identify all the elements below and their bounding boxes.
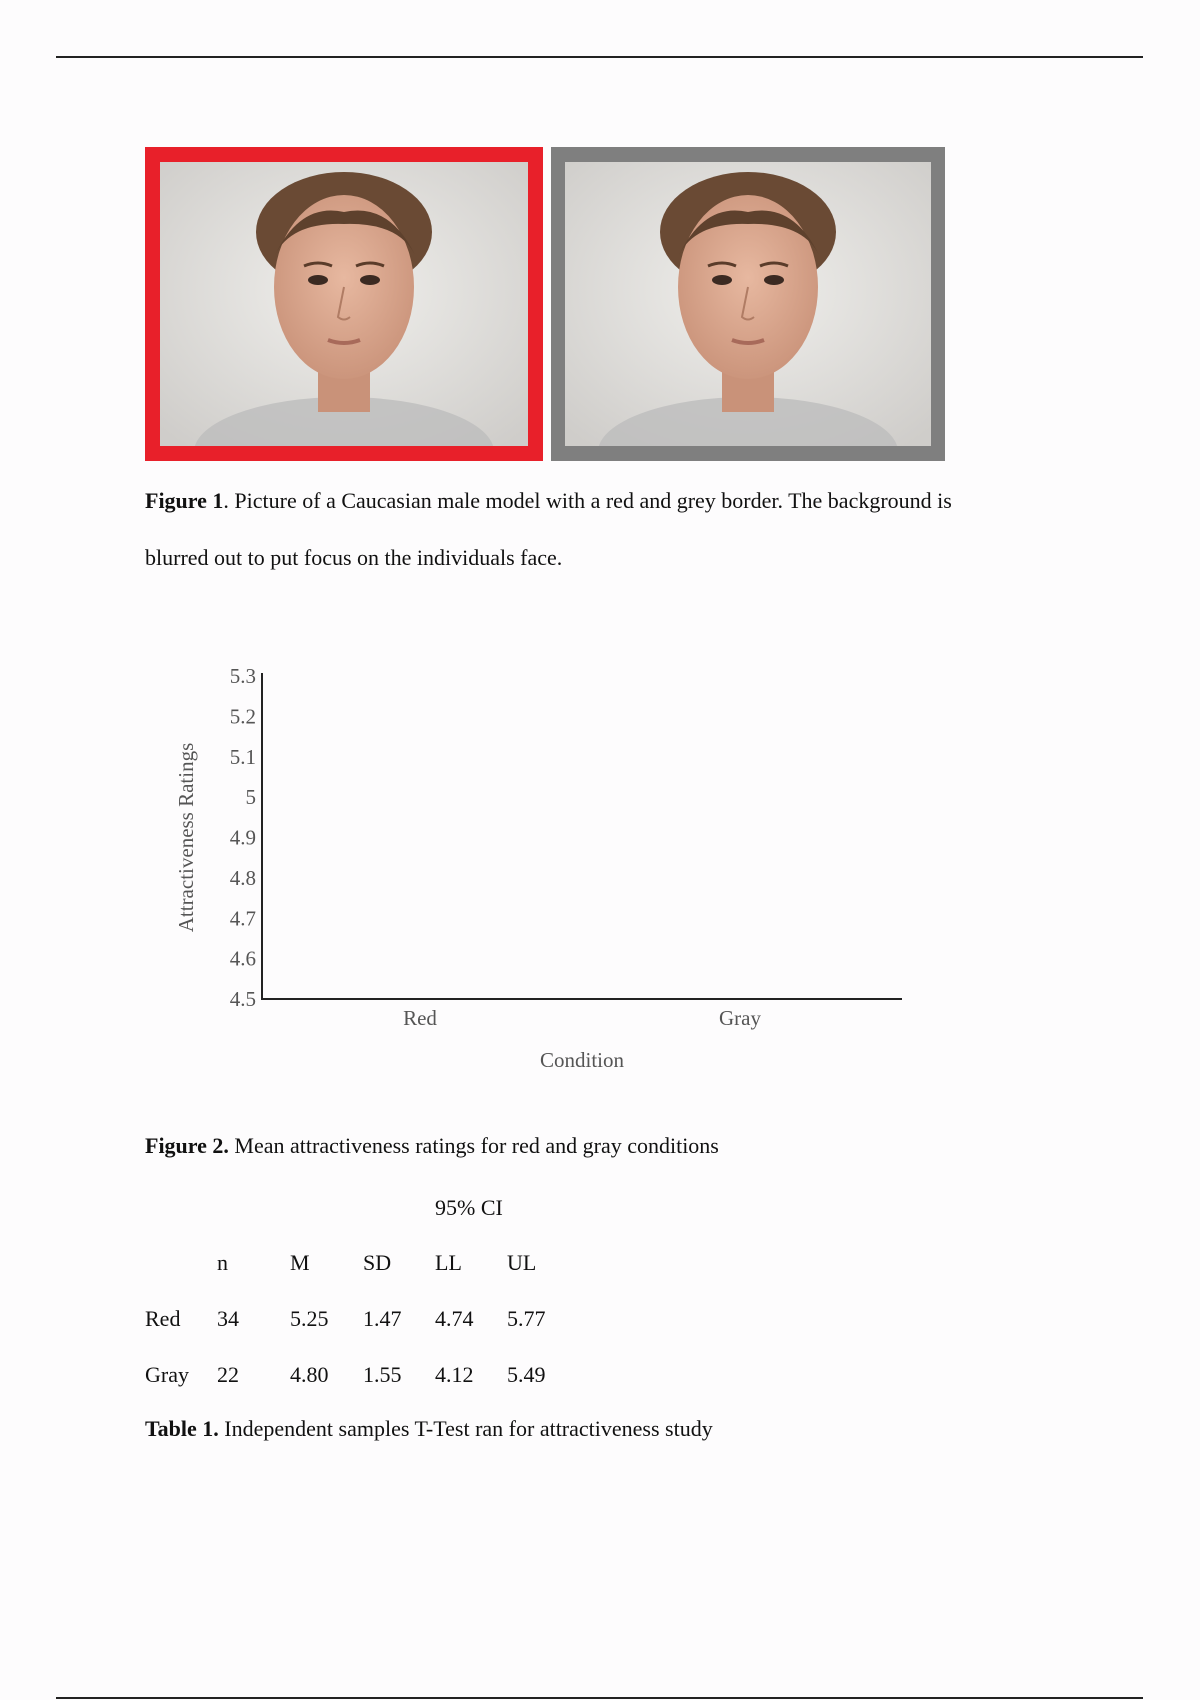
y-tick-label: 5 [245,785,256,810]
gray-m: 4.80 [290,1362,329,1387]
col-header-sd: SD [363,1250,392,1275]
gray-n: 22 [217,1362,239,1387]
footer-rule [56,1697,1143,1699]
y-axis-label: Attractiveness Ratings [174,742,198,933]
y-tick-label: 4.5 [229,987,256,1011]
row-label-gray: Gray [145,1362,189,1387]
y-tick-label: 5.3 [229,664,256,688]
table1-caption [145,1416,713,1442]
col-header-ll: LL [435,1250,462,1275]
y-tick-label: 4.7 [229,906,256,931]
x-axis-label: Condition [539,1048,625,1072]
red-sd: 1.47 [363,1306,402,1331]
col-header-n: n [217,1250,228,1275]
figure1-label: Figure 1 [145,488,224,513]
red-m: 5.25 [290,1306,329,1331]
y-tick-label: 5.1 [229,744,256,769]
y-tick-label: 5.2 [229,704,256,729]
gray-ll: 4.12 [435,1362,474,1387]
figure1-caption-line2: blurred out to put focus on the individuals face. [145,545,563,570]
face-photo-grey [565,162,931,446]
x-tick-label: Gray [719,1006,761,1030]
red-bordered-photo [145,147,543,461]
face-photo-red [160,162,528,446]
red-ll: 4.74 [435,1306,474,1331]
y-tick-label: 4.6 [229,946,256,971]
figure1-caption-line1 [145,488,952,514]
table1-caption-text: Independent samples T-Test ran for attractiveness study [218,1416,713,1441]
figure2-caption-text: Mean attractiveness ratings for red and gray conditions [228,1133,719,1158]
attractiveness-chart [160,650,920,1090]
row-label-red: Red [145,1306,181,1331]
col-header-m: M [290,1250,310,1275]
red-n: 34 [217,1306,239,1331]
figure2-label: Figure 2. [145,1133,229,1158]
header-rule [56,56,1143,58]
col-header-ul: UL [507,1250,537,1275]
y-tick-label: 4.9 [229,825,256,850]
red-ul: 5.77 [507,1306,546,1331]
y-tick-label: 4.8 [229,865,256,890]
gray-ul: 5.49 [507,1362,546,1387]
x-tick-label: Red [403,1006,437,1030]
figure2-caption [145,1133,719,1159]
ci-header: 95% CI [435,1195,503,1220]
table1-label: Table 1. [145,1416,219,1441]
gray-sd: 1.55 [363,1362,402,1387]
figure1-caption-text: . Picture of a Caucasian male model with a red and grey border. The background is [223,488,952,513]
grey-bordered-photo [551,147,945,461]
